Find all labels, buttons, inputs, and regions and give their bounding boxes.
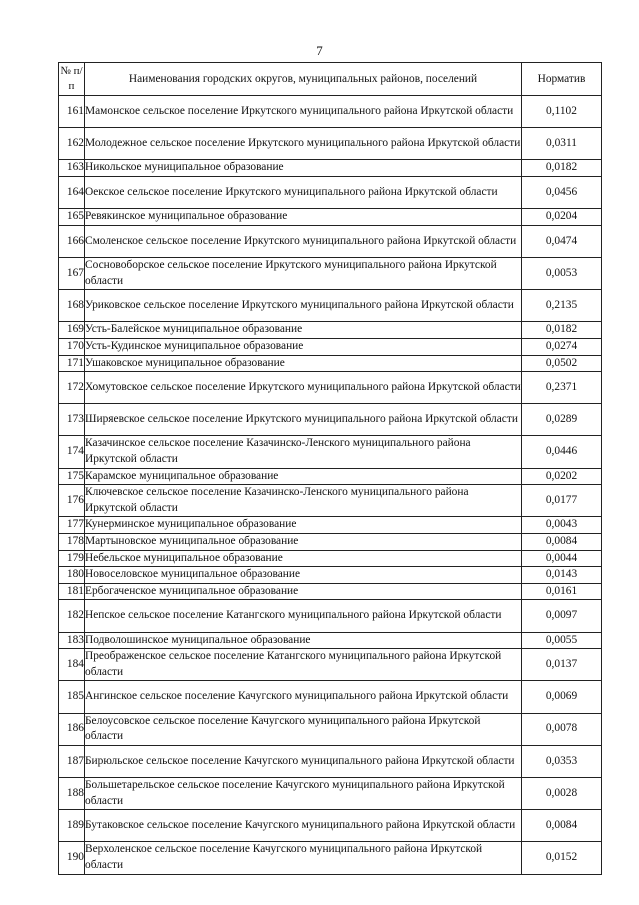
table-row: [59, 550, 602, 567]
municipality-name: Оекское сельское поселение Иркутского муниципального района Иркутской области: [85, 176, 522, 208]
table-row: [59, 96, 602, 128]
row-number: 183: [59, 632, 85, 649]
row-number: 165: [59, 209, 85, 226]
row-number: 173: [59, 404, 85, 436]
page-number: 7: [316, 43, 323, 58]
normative-value: 0,0204: [522, 209, 602, 226]
table-row: [59, 290, 602, 322]
municipality-name: Небельское муниципальное образование: [85, 550, 522, 567]
municipality-name: Никольское муниципальное образование: [85, 160, 522, 177]
row-number: 172: [59, 372, 85, 404]
table-row: [59, 842, 602, 874]
row-number: 184: [59, 649, 85, 681]
municipality-name: Мамонское сельское поселение Иркутского муниципального района Иркутской области: [85, 96, 522, 128]
row-number: 185: [59, 681, 85, 713]
row-number: 181: [59, 583, 85, 600]
row-number: 188: [59, 777, 85, 809]
municipality-name: Хомутовское сельское поселение Иркутского муниципального района Иркутской области: [85, 372, 522, 404]
municipality-name: Казачинское сельское поселение Казачинско-Ленского муниципального района Иркутской области: [85, 436, 522, 468]
table-row: [59, 404, 602, 436]
municipality-name: Молодежное сельское поселение Иркутского муниципального района Иркутской области: [85, 128, 522, 160]
municipality-name: Большетарельское сельское поселение Качугского муниципального района Иркутской области: [85, 777, 522, 809]
normative-value: 0,0043: [522, 517, 602, 534]
table-row: [59, 517, 602, 534]
normative-value: 0,0152: [522, 842, 602, 874]
normative-value: 0,0044: [522, 550, 602, 567]
normative-value: 0,0069: [522, 681, 602, 713]
table-row: [59, 632, 602, 649]
table-row: [59, 681, 602, 713]
normative-table: [58, 62, 602, 875]
table-row: [59, 436, 602, 468]
table-header-row: [59, 63, 602, 96]
normative-value: 0,2135: [522, 290, 602, 322]
normative-value: 0,2371: [522, 372, 602, 404]
table-row: [59, 176, 602, 208]
normative-value: 0,0202: [522, 468, 602, 485]
normative-value: 0,0474: [522, 225, 602, 257]
municipality-name: Новоселовское муниципальное образование: [85, 567, 522, 584]
header-norm: Норматив: [522, 63, 602, 96]
table-row: [59, 583, 602, 600]
municipality-name: Кунерминское муниципальное образование: [85, 517, 522, 534]
normative-value: 0,0446: [522, 436, 602, 468]
normative-value: 0,0274: [522, 338, 602, 355]
row-number: 182: [59, 600, 85, 632]
municipality-name: Усть-Кудинское муниципальное образование: [85, 338, 522, 355]
row-number: 169: [59, 322, 85, 339]
table-row: [59, 160, 602, 177]
municipality-name: Сосновоборское сельское поселение Иркутского муниципального района Иркутской области: [85, 257, 522, 289]
table-row: [59, 567, 602, 584]
municipality-name: Преображенское сельское поселение Катангского муниципального района Иркутской области: [85, 649, 522, 681]
table-row: [59, 534, 602, 551]
table-row: [59, 355, 602, 372]
row-number: 170: [59, 338, 85, 355]
table-row: [59, 713, 602, 745]
normative-value: 0,0182: [522, 160, 602, 177]
municipality-name: Уриковское сельское поселение Иркутского муниципального района Иркутской области: [85, 290, 522, 322]
table-row: [59, 322, 602, 339]
row-number: 186: [59, 713, 85, 745]
row-number: 167: [59, 257, 85, 289]
row-number: 187: [59, 745, 85, 777]
table-row: [59, 338, 602, 355]
row-number: 166: [59, 225, 85, 257]
normative-value: 0,0078: [522, 713, 602, 745]
normative-value: 0,0353: [522, 745, 602, 777]
row-number: 171: [59, 355, 85, 372]
row-number: 189: [59, 810, 85, 842]
table-row: [59, 649, 602, 681]
municipality-name: Белоусовское сельское поселение Качугского муниципального района Иркутской области: [85, 713, 522, 745]
header-num: № п/п: [59, 63, 85, 96]
header-name: Наименования городских округов, муниципальных районов, поселений: [85, 63, 522, 96]
normative-value: 0,0177: [522, 485, 602, 517]
normative-value: 0,0161: [522, 583, 602, 600]
row-number: 163: [59, 160, 85, 177]
municipality-name: Ангинское сельское поселение Качугского муниципального района Иркутской области: [85, 681, 522, 713]
row-number: 168: [59, 290, 85, 322]
municipality-name: Ревякинское муниципальное образование: [85, 209, 522, 226]
table-row: [59, 777, 602, 809]
municipality-name: Верхоленское сельское поселение Качугского муниципального района Иркутской области: [85, 842, 522, 874]
municipality-name: Бутаковское сельское поселение Качугского муниципального района Иркутской области: [85, 810, 522, 842]
municipality-name: Ширяевское сельское поселение Иркутского муниципального района Иркутской области: [85, 404, 522, 436]
normative-value: 0,0055: [522, 632, 602, 649]
normative-value: 0,0137: [522, 649, 602, 681]
row-number: 174: [59, 436, 85, 468]
municipality-name: Ушаковское муниципальное образование: [85, 355, 522, 372]
table-row: [59, 745, 602, 777]
table-row: [59, 600, 602, 632]
normative-value: 0,0084: [522, 810, 602, 842]
row-number: 162: [59, 128, 85, 160]
municipality-name: Мартыновское муниципальное образование: [85, 534, 522, 551]
row-number: 178: [59, 534, 85, 551]
normative-value: 0,0097: [522, 600, 602, 632]
row-number: 180: [59, 567, 85, 584]
row-number: 190: [59, 842, 85, 874]
table-row: [59, 485, 602, 517]
row-number: 179: [59, 550, 85, 567]
municipality-name: Карамское муниципальное образование: [85, 468, 522, 485]
municipality-name: Непское сельское поселение Катангского муниципального района Иркутской области: [85, 600, 522, 632]
normative-value: 0,0311: [522, 128, 602, 160]
municipality-name: Ербогаченское муниципальное образование: [85, 583, 522, 600]
normative-value: 0,0289: [522, 404, 602, 436]
normative-value: 0,0456: [522, 176, 602, 208]
normative-value: 0,0084: [522, 534, 602, 551]
normative-value: 0,0028: [522, 777, 602, 809]
normative-value: 0,0053: [522, 257, 602, 289]
table-row: [59, 257, 602, 289]
municipality-name: Подволошинское муниципальное образование: [85, 632, 522, 649]
normative-value: 0,0182: [522, 322, 602, 339]
normative-value: 0,0502: [522, 355, 602, 372]
table-body: [59, 96, 602, 875]
table-row: [59, 128, 602, 160]
row-number: 177: [59, 517, 85, 534]
table-row: [59, 372, 602, 404]
normative-value: 0,1102: [522, 96, 602, 128]
municipality-name: Ключевское сельское поселение Казачинско-Ленского муниципального района Иркутской области: [85, 485, 522, 517]
municipality-name: Смоленское сельское поселение Иркутского муниципального района Иркутской области: [85, 225, 522, 257]
table-row: [59, 225, 602, 257]
table-row: [59, 468, 602, 485]
row-number: 176: [59, 485, 85, 517]
row-number: 175: [59, 468, 85, 485]
row-number: 161: [59, 96, 85, 128]
row-number: 164: [59, 176, 85, 208]
municipality-name: Бирюльское сельское поселение Качугского муниципального района Иркутской области: [85, 745, 522, 777]
municipality-name: Усть-Балейское муниципальное образование: [85, 322, 522, 339]
table-row: [59, 810, 602, 842]
normative-value: 0,0143: [522, 567, 602, 584]
table-row: [59, 209, 602, 226]
